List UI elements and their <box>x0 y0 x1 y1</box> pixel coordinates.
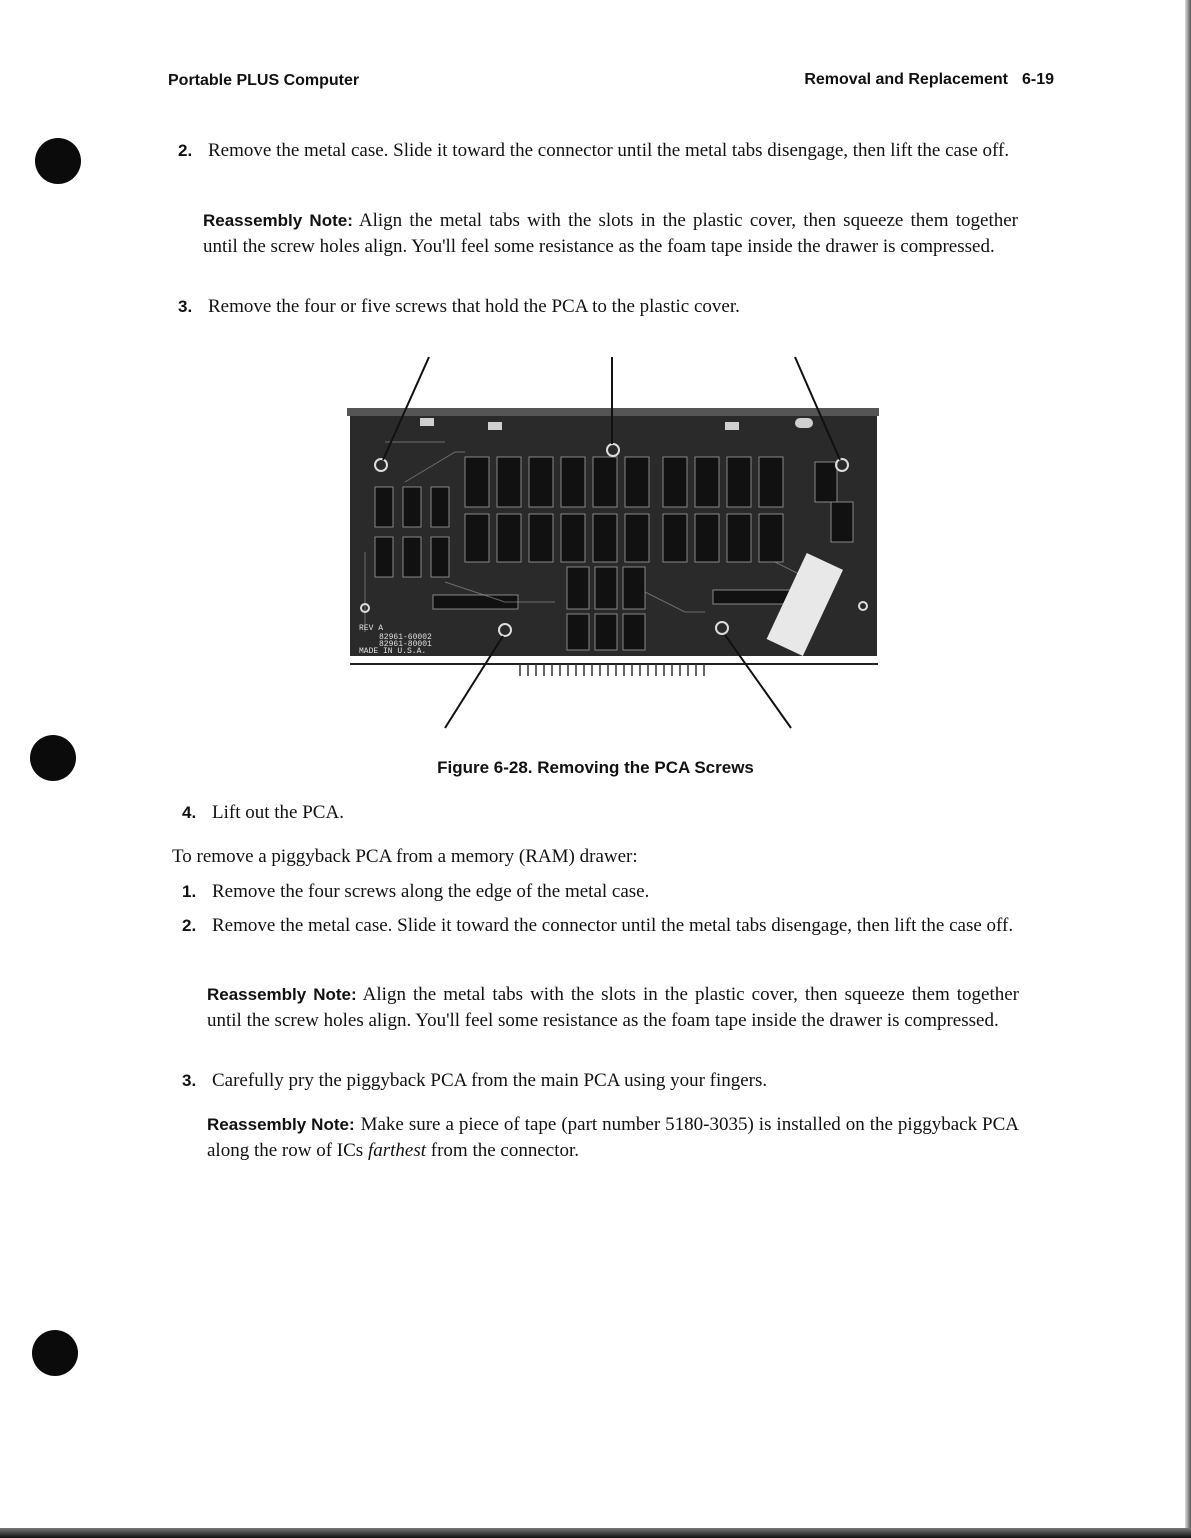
note-text-before: Make sure a piece of tape (part number 5180-3035) is installed on the piggyback PCA along the row of ICs <box>207 1114 1019 1161</box>
step-text: Remove the four or five screws that hold the PCA to the plastic cover. <box>208 296 740 317</box>
step-text: Remove the metal case. Slide it toward the connector until the metal tabs disengage, then lift the case off. <box>208 140 1010 161</box>
step-number: 3. <box>178 297 193 316</box>
pca-board-photo <box>345 352 890 737</box>
note-label: Reassembly Note: <box>207 1115 355 1134</box>
pca-figure <box>345 352 890 737</box>
running-header-section <box>804 71 1054 89</box>
step-item <box>178 137 1055 164</box>
note-text: Align the metal tabs with the slots in the plastic cover, then squeeze them together until the screw holes align. You'll feel some resistance as the foam tape inside the drawer is compressed. <box>203 210 1018 257</box>
board-label-line1: 82961-60002 <box>379 633 432 642</box>
step-number: 2. <box>182 916 197 935</box>
step-number: 3. <box>182 1071 197 1090</box>
step-number: 1. <box>182 882 197 901</box>
reassembly-note <box>207 982 1019 1034</box>
reassembly-note <box>203 208 1018 260</box>
step-item <box>182 799 1055 826</box>
procedure-intro: To remove a piggyback PCA from a memory (RAM) drawer: <box>172 846 638 867</box>
step-number: 4. <box>182 803 197 822</box>
step-text: Remove the metal case. Slide it toward the connector until the metal tabs disengage, then lift the case off. <box>212 915 1014 936</box>
figure-caption: Figure 6-28. Removing the PCA Screws <box>437 758 754 777</box>
step-item <box>182 912 1055 939</box>
board-label-rev: REV A <box>359 624 384 633</box>
note-emphasis: farthest <box>367 1140 427 1161</box>
board-label-line2: 82961-80001 <box>379 640 432 649</box>
note-label: Reassembly Note: <box>203 211 353 230</box>
step-item <box>182 1067 1055 1094</box>
binder-hole <box>32 1330 78 1376</box>
running-header-title: Portable PLUS Computer <box>168 72 360 89</box>
step-number: 2. <box>178 141 193 160</box>
page-bottom-edge-shadow <box>0 1528 1191 1538</box>
step-text: Lift out the PCA. <box>212 802 344 823</box>
step-item <box>178 293 1055 320</box>
page-number: 6-19 <box>1021 71 1054 88</box>
reassembly-note <box>207 1112 1019 1164</box>
step-text: Carefully pry the piggyback PCA from the main PCA using your fingers. <box>212 1070 768 1091</box>
board-label-made: MADE IN U.S.A. <box>359 647 427 656</box>
note-label: Reassembly Note: <box>207 985 357 1004</box>
note-text: Align the metal tabs with the slots in the plastic cover, then squeeze them together until the screw holes align. You'll feel some resistance as the foam tape inside the drawer is compressed. <box>207 984 1019 1031</box>
note-text-after: from the connector. <box>430 1140 580 1161</box>
section-title: Removal and Replacement <box>804 71 1008 88</box>
step-item <box>182 878 1055 905</box>
binder-hole <box>35 138 81 184</box>
step-text: Remove the four screws along the edge of the metal case. <box>212 881 650 902</box>
